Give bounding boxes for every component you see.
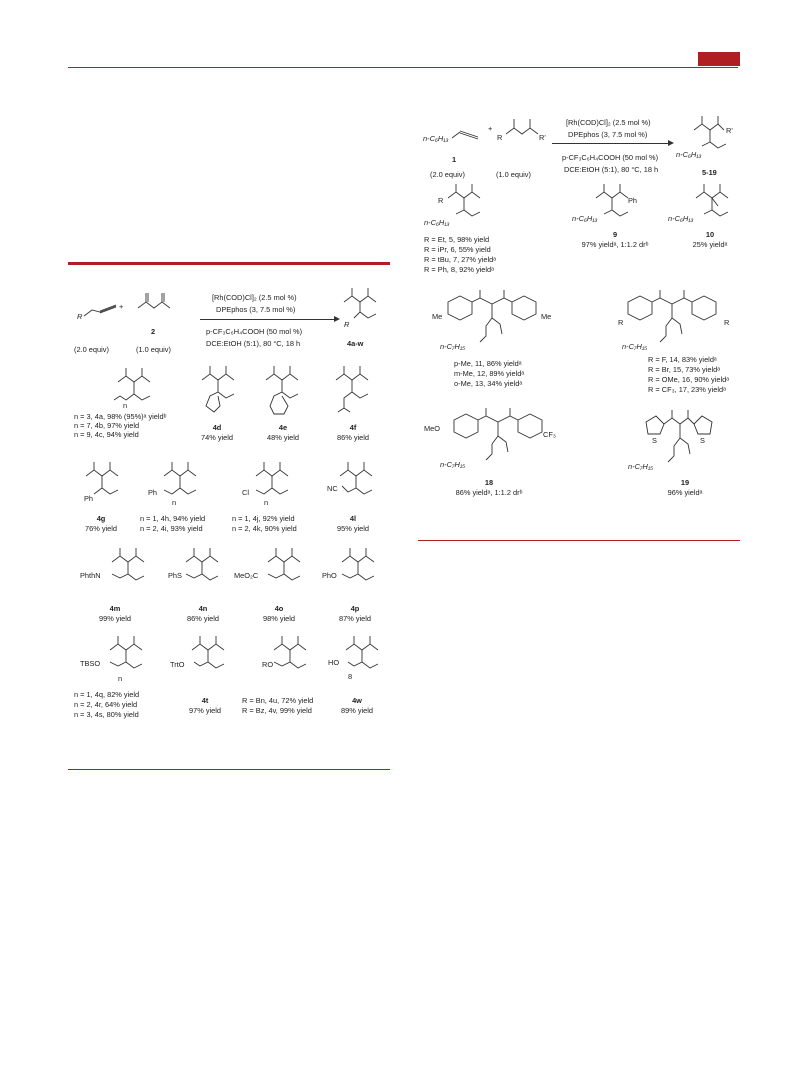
left-condition-4: DCE:EtOH (5:1), 80 °C, 18 h [206,339,301,348]
entry-4u-v-structure [268,636,318,682]
substrate2-equiv: (1.0 equiv) [136,345,171,354]
entry-4m-PhthN: PhthN [80,571,101,580]
entry-17-line: R = CF₃, 17, 23% yieldᵃ [648,385,726,394]
entry-4g-yield: 76% yield [84,524,118,533]
entry-14-17-alkyl: n-C₇H₁₅ [622,342,648,351]
header-rule [68,67,738,68]
right-condition-1: [Rh(COD)Cl]₂ (2.5 mol %) [566,118,651,127]
entry-5-8-structure [442,184,492,228]
entry-4c-line: n = 9, 4c, 94% yield [74,430,139,439]
left-scheme-bottom-rule [68,769,390,770]
entry-7-line: R = tBu, 7, 27% yieldᵃ [424,255,496,264]
entry-19-yield: 96% yieldᵃ [667,488,703,497]
substrate1-equiv: (2.0 equiv) [74,345,109,354]
entry-4n-structure [180,548,230,594]
right-condition-4: DCE:EtOH (5:1), 80 °C, 18 h [564,165,659,174]
acetylacetone-structure [134,290,182,314]
entry-4l-yield: 95% yield [336,524,370,533]
entry-10-yield: 25% yieldᵃ [692,240,728,249]
entry-4e-yield: 48% yield [266,433,300,442]
entry-4l-structure [334,462,384,508]
left-condition-2: DPEphos (3, 7.5 mol %) [216,305,296,314]
entry-4w-label: 4w [352,696,362,705]
right-diketone-R2: R' [539,133,546,142]
entry-14-17-R-left: R [618,318,624,327]
entry-4l-label: 4l [349,514,357,523]
entry-4v-line: R = Bz, 4v, 99% yield [242,706,312,715]
right-condition-3: p-CF₃C₆H₄COOH (50 mol %) [562,153,659,162]
right-sub1-alkyl: n-C₆H₁₃ [423,134,449,143]
entry-9-alkyl: n-C₆H₁₃ [572,214,598,223]
header-accent-block [698,52,740,66]
entry-4p-yield: 87% yield [338,614,372,623]
entry-4r-line: n = 2, 4r, 64% yield [74,700,138,709]
entry-10-label: 10 [705,230,715,239]
entry-4l-NC: NC [327,484,338,493]
entry-4o-yield: 98% yield [262,614,296,623]
right-reaction-arrowhead [668,140,674,146]
right-condition-2: DPEphos (3, 7.5 mol %) [568,130,648,139]
compound-2-label: 2 [151,327,156,336]
entry-4m-structure [106,548,156,594]
entry-4g-Ph: Ph [84,494,94,503]
entry-4w-subscript: 8 [348,672,353,681]
entry-4m-label: 4m [109,604,121,613]
right-alkyne-structure [450,124,486,144]
entry-13-line: o-Me, 13, 34% yieldᵃ [454,379,523,388]
left-reaction-arrow [200,319,336,320]
entry-4d-structure [196,366,246,416]
entry-11-13-structure [428,290,558,350]
entry-4f-label: 4f [349,423,357,432]
entry-4h-i-structure [158,462,208,508]
entry-9-yield: 97% yieldᵃ, 1:1.2 drᵇ [581,240,649,249]
right-diketone-R: R [497,133,503,142]
entry-4d-yield: 74% yield [200,433,234,442]
entry-4p-structure [336,548,386,594]
entry-4m-yield: 99% yield [98,614,132,623]
entry-9-structure [590,184,640,228]
right-plus-sign: + [488,124,493,133]
entry-4n-PhS: PhS [168,571,182,580]
entry-4h-i-Ph: Ph [148,488,158,497]
entry-4u-v-RO: RO [262,660,274,669]
entry-18-MeO: MeO [424,424,441,433]
entry-4a-line1: n = 3, 4a, 98% (95%)ᵃ yieldᵇ [74,412,167,421]
entry-8-line: R = Ph, 8, 92% yieldᵃ [424,265,494,274]
entry-18-label: 18 [484,478,494,487]
entry-9-Ph: Ph [628,196,638,205]
left-scheme-top-rule [68,262,390,265]
left-condition-3: p-CF₃C₆H₄COOH (50 mol %) [206,327,303,336]
entry-15-line: R = Br, 15, 73% yieldᵃ [648,365,720,374]
alkyne-R-label: R [77,312,83,321]
entry-11-line: p-Me, 11, 86% yieldᵃ [454,359,522,368]
entry-4o-structure [262,548,312,594]
entry-9-label: 9 [612,230,618,239]
entry-19-S-left: S [652,436,657,445]
entry-4n-yield: 86% yield [186,614,220,623]
entry-4p-PhO: PhO [322,571,337,580]
right-compound-1-label: 1 [452,155,457,164]
entry-4o-MeO2C: MeO₂C [234,571,259,580]
entry-4f-yield: 86% yield [336,433,370,442]
entry-14-line: R = F, 14, 83% yieldᵃ [648,355,717,364]
right-product-alkyl: n-C₆H₁₃ [676,150,702,159]
plus-sign: + [119,302,124,311]
entry-4e-structure [260,366,310,420]
entry-4t-label: 4t [201,696,209,705]
entry-4t-yield: 97% yield [188,706,222,715]
entry-4j-k-Cl: Cl [242,488,249,497]
entry-4j-k-structure [250,462,300,508]
entry-11-13-Me-left: Me [432,312,443,321]
right-product-5-19-label: 5-19 [702,168,717,177]
entry-18-yield: 86% yieldᵃ, 1:1.2 drᵇ [455,488,523,497]
entry-4u-line: R = Bn, 4u, 72% yield [242,696,314,705]
entry-4w-yield: 89% yield [340,706,374,715]
right-scheme-bottom-rule [418,540,740,541]
entry-12-line: m-Me, 12, 89% yieldᵃ [454,369,525,378]
entry-5-line: R = Et, 5, 98% yield [424,235,490,244]
entry-19-alkyl: n-C₇H₁₅ [628,462,654,471]
entry-4d-label: 4d [212,423,222,432]
entry-4i-line: n = 2, 4i, 93% yield [140,524,203,533]
entry-5-8-R: R [438,196,444,205]
entry-18-alkyl: n-C₇H₁₅ [440,460,466,469]
entry-4t-TrtO: TrtO [170,660,185,669]
entry-5-8-alkyl: n-C₆H₁₃ [424,218,450,227]
entry-4t-structure [186,636,236,682]
entry-4b-line: n = 7, 4b, 97% yield [74,421,140,430]
entry-10-structure [690,184,740,228]
entry-10-alkyl: n-C₆H₁₃ [668,214,694,223]
entry-4q-s-TBSO: TBSO [80,659,101,668]
right-substrate1-equiv: (2.0 equiv) [430,170,465,179]
entry-4e-label: 4e [278,423,288,432]
entry-4h-i-n: n [172,498,177,507]
entry-4p-label: 4p [350,604,360,613]
entry-4j-k-n: n [264,498,269,507]
entry-4h-line: n = 1, 4h, 94% yield [140,514,206,523]
entry-4o-label: 4o [274,604,284,613]
entry-4g-label: 4g [96,514,106,523]
product-R-label: R [344,320,350,329]
right-substrate2-equiv: (1.0 equiv) [496,170,531,179]
entry-4n-label: 4n [198,604,208,613]
entry-6-line: R = iPr, 6, 55% yield [424,245,491,254]
entry-4s-line: n = 3, 4s, 80% yield [74,710,139,719]
right-product-R2: R' [726,126,733,135]
entry-19-S-right: S [700,436,705,445]
entry-4q-s-n: n [118,674,123,683]
product-4a-w-label: 4a-w [347,339,364,348]
entry-18-CF3: CF₃ [543,430,556,439]
entry-4f-structure [330,366,380,416]
entry-11-13-alkyl: n-C₇H₁₅ [440,342,466,351]
left-condition-1: [Rh(COD)Cl]₂ (2.5 mol %) [212,293,297,302]
entry-14-17-R-right: R [724,318,730,327]
entry-4q-s-structure [104,636,154,682]
entry-4w-HO: HO [328,658,340,667]
entry-4q-line: n = 1, 4q, 82% yield [74,690,140,699]
entry-19-label: 19 [680,478,690,487]
entry-4j-line: n = 1, 4j, 92% yield [232,514,295,523]
right-reaction-arrow [552,143,670,144]
entry-19-structure [634,408,734,468]
entry-11-13-Me-right: Me [541,312,552,321]
entry-4k-line: n = 2, 4k, 90% yield [232,524,297,533]
entry-4a-c-n: n [123,401,128,410]
entry-16-line: R = OMe, 16, 90% yieldᵃ [648,375,730,384]
